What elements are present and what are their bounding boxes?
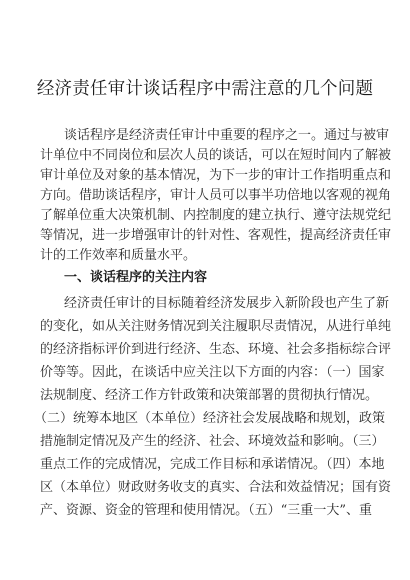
- paragraph-line: 经济责任审计的目标随着经济发展步入新阶段也产生了新: [64, 296, 390, 311]
- paragraph-line: 了解单位重大决策机制、内控制度的建立执行、遵守法规党纪: [40, 208, 392, 223]
- section-heading: 一、谈话程序的关注内容: [64, 270, 208, 285]
- paragraph-line: 产、资源、资金的管理和使用情况。（五）“三重一大”、重: [40, 503, 372, 518]
- paragraph-line: 的变化，如从关注财务情况到关注履职尽责情况，从进行单纯: [40, 319, 392, 334]
- paragraph-line: 等情况，进一步增强审计的针对性、客观性，提高经济责任审: [40, 228, 392, 243]
- paragraph-line: 重点工作的完成情况，完成工作目标和承诺情况。（四）本地: [40, 457, 385, 472]
- paragraph-line: 方向。借助谈话程序，审计人员可以事半功倍地以客观的视角: [40, 188, 392, 203]
- paragraph-line: 法规制度、经济工作方针政策和决策部署的贯彻执行情况。: [40, 388, 379, 403]
- document-title: 经济责任审计谈话程序中需注意的几个问题: [36, 79, 374, 99]
- paragraph-line: 谈话程序是经济责任审计中重要的程序之一。通过与被审: [64, 128, 390, 143]
- paragraph-line: （二）统筹本地区（本单位）经济社会发展战略和规划，政策: [34, 411, 386, 426]
- paragraph-line: 审计单位及对象的基本情况，为下一步的审计工作指明重点和: [40, 168, 392, 183]
- paragraph-line: 的经济指标评价到进行经济、生态、环境、社会多指标综合评: [40, 342, 392, 357]
- paragraph-line: 计的工作效率和质量水平。: [40, 248, 197, 263]
- paragraph-line: 计单位中不同岗位和层次人员的谈话，可以在短时间内了解被: [40, 148, 392, 163]
- paragraph-line: 价等等。因此，在谈话中应关注以下方面的内容：（一）国家: [40, 365, 385, 380]
- paragraph-line: 措施制定情况及产生的经济、社会、环境效益和影响。（三）: [40, 434, 385, 449]
- paragraph-line: 区（本单位）财政财务收支的真实、合法和效益情况；国有资: [40, 480, 392, 495]
